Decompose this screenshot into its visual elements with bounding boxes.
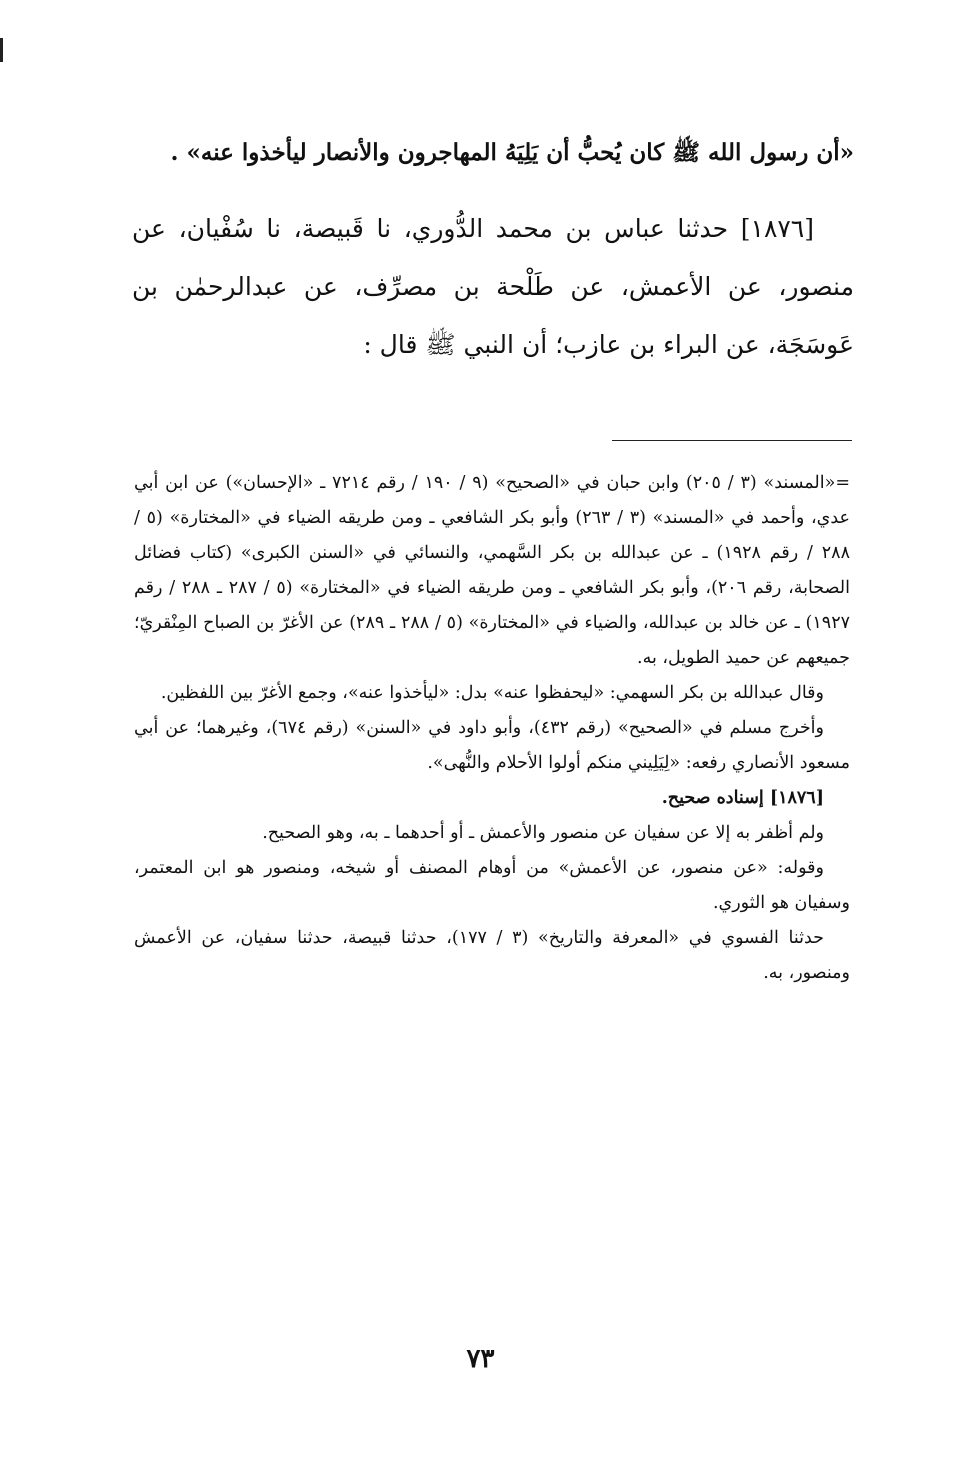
hadith-text-continuation: «أن رسول الله ﷺ كان يُحبُّ أن يَلِيَهُ المهاجرون والأنصار ليأخذوا عنه» .: [170, 139, 854, 166]
footnote-paragraph: وأخرج مسلم في «الصحيح» (رقم ٤٣٢)، وأبو داود في «السنن» (رقم ٦٧٤)، وغيرهما؛ عن أبي مسعود الأنصاري رفعه: «لِيَلِيني منكم أولوا الأحلام والنُّهى».: [134, 718, 850, 773]
footnote-paragraph: وقال عبدالله بن بكر السهمي: «ليحفظوا عنه» بدل: «ليأخذوا عنه»، وجمع الأغرّ بين اللفظين.: [160, 683, 824, 703]
footnote-heading-1876: [١٨٧٦] إسناده صحيح.: [661, 788, 824, 808]
main-text: [132, 118, 854, 374]
footnote-separator: [612, 440, 852, 441]
page-number: ٧٣: [466, 1344, 495, 1374]
footnote-paragraph: وقوله: «عن منصور، عن الأعمش» من أوهام المصنف أو شيخه، ومنصور هو ابن المعتمر، وسفيان هو الثوري.: [134, 858, 850, 913]
hadith-1876-isnad: [١٨٧٦] حدثنا عباس بن محمد الدُّوري، نا قَبيصة، نا سُفْيان، عن منصور، عن الأعمش، عن طَلْحة بن مصرِّف، عن عبدالرحمٰن بن عَوسَجَة، عن البراء بن عازب؛ أن النبي ﷺ قال :: [132, 214, 854, 359]
footnotes: [134, 466, 850, 991]
footnote-paragraph: حدثنا الفسوي في «المعرفة والتاريخ» (٣ / ١٧٧)، حدثنا قبيصة، حدثنا سفيان، عن الأعمش ومنصور، به.: [134, 928, 850, 983]
footnote-paragraph: ولم أظفر به إلا عن سفيان عن منصور والأعمش ـ أو أحدهما ـ به، وهو الصحيح.: [262, 823, 824, 843]
footnote-paragraph: =«المسند» (٣ / ٢٠٥) وابن حبان في «الصحيح» (٩ / ١٩٠ / رقم ٧٢١٤ ـ «الإحسان») عن ابن أبي عدي، وأحمد في «المسند» (٣ / ٢٦٣) وأبو بكر الشافعي ـ ومن طريقه الضياء في «المختارة» (٥ / ٢٨٨ / رقم ١٩٢٨) ـ عن عبدالله بن بكر السَّهمي، والنسائي في «السنن الكبرى» (كتاب فضائل الصحابة، رقم ٢٠٦)، وأبو بكر الشافعي ـ ومن طريقه الضياء في «المختارة» (٥ / ٢٨٧ ـ ٢٨٨ / رقم ١٩٢٧) ـ عن خالد بن عبدالله، والضياء في «المختارة» (٥ / ٢٨٨ ـ ٢٨٩) عن الأغرّ بن الصباح المِنْقريّ؛ جميعهم عن حميد الطويل، به.: [134, 473, 850, 668]
scan-edge-mark: [0, 38, 3, 62]
